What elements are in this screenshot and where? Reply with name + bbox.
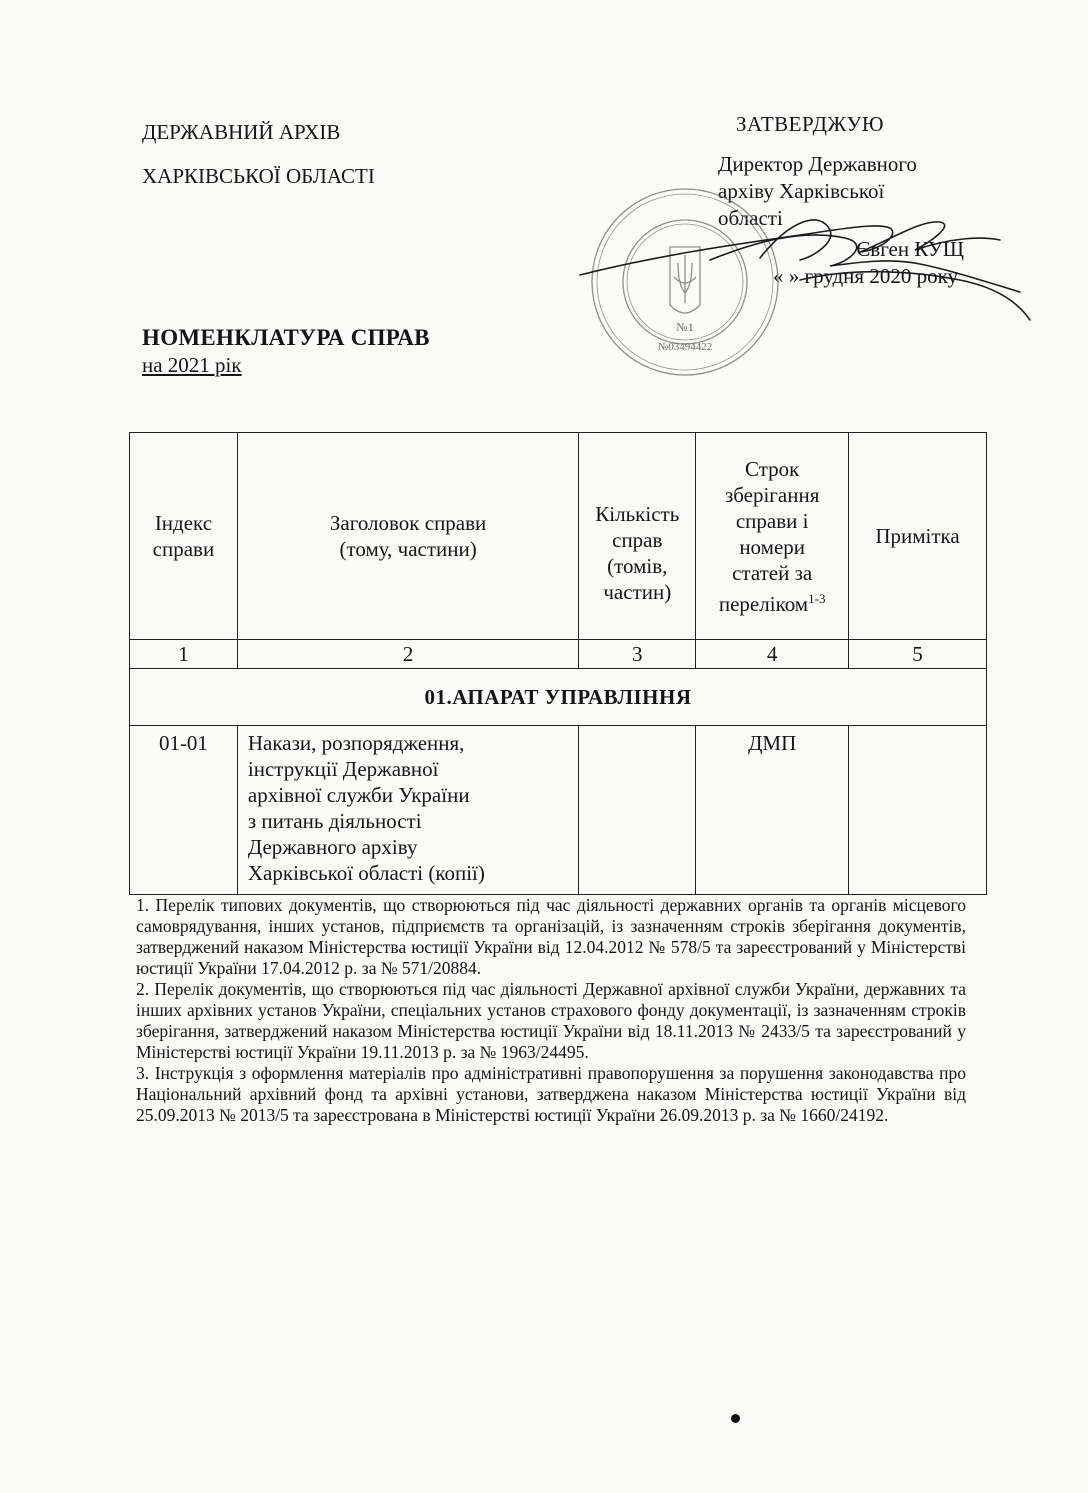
organization-name [142,110,375,198]
case-index: 01-01 [130,726,238,895]
case-title-line: архівної служби України [247,783,470,807]
approval-heading: ЗАТВЕРДЖУЮ [736,112,884,136]
column-number: 5 [849,640,987,669]
stamp-code: №03494422 [657,341,713,353]
footnote-1: 1. Перелік типових документів, що створюються під час діяльності державних органів та органів місцевого самоврядування, інших установ, підприємств та організацій, із зазначенням строків зберігання документів, затверджений наказом Міністерства юстиції України від 12.04.2012 № 578/5 та зареєстрований у Міністерстві юстиції України 17.04.2012 р. за № 571/20884. [136,895,966,978]
column-number: 4 [696,640,849,669]
case-retention-term: ДМП [696,726,849,895]
header-term-line: номери [739,534,805,559]
column-number: 1 [130,640,238,669]
header-term-line: Строк [744,456,800,481]
header-term-line [700,586,844,617]
header-term-line: статей за [732,560,813,585]
footnotes [136,895,966,1126]
organization-line-2: ХАРКІВСЬКОЇ ОБЛАСТІ [142,164,375,188]
case-count [579,726,696,895]
approval-date: « » грудня 2020 року [772,264,958,288]
table-header-row [130,433,987,640]
header-index-line: справи [152,537,215,561]
header-index-line: Індекс [154,511,213,535]
document-title: НОМЕНКЛАТУРА СПРАВ [142,325,430,350]
header-retention-term [696,433,849,640]
nomenclature-table [129,432,987,895]
case-title [237,726,578,895]
table-row [130,726,987,895]
column-number: 3 [579,640,696,669]
ink-dot [731,1414,740,1423]
case-title-line: Харківської області (копії) [247,861,485,885]
header-index [130,433,238,640]
approver-name: Євген КУЩ [856,237,964,261]
case-title-line: Державного архіву [247,835,418,859]
header-count-line: справ [612,528,663,552]
case-title-line: Накази, розпорядження, [247,731,465,755]
section-row [130,669,987,726]
stamp-number: №1 [676,320,694,334]
header-count [579,433,696,640]
header-title-line: (тому, частини) [339,537,477,561]
header-title [237,433,578,640]
header-term-text: переліком [718,591,809,616]
approver-position-line-1: Директор Державного [718,152,917,176]
document-year: на 2021 рік [142,353,242,377]
case-title-line: інструкції Державної [247,757,439,781]
organization-line-1: ДЕРЖАВНИЙ АРХІВ [142,120,341,144]
header-count-line: Кількість [595,502,680,526]
header-title-line: Заголовок справи [329,511,487,535]
case-title-line: з питань діяльності [247,809,422,833]
approver-position-line-3: області [718,206,783,230]
approver-position-line-2: архіву Харківської [718,179,885,203]
column-number-row [130,640,987,669]
case-note [849,726,987,895]
footnote-3: 3. Інструкція з оформлення матеріалів про адміністративні правопорушення за порушення законодавства про Національний архівний фонд та архівні установи, затверджена наказом Міністерства юстиції України від 25.09.2013 № 2013/5 та зареєстрована в Міністерстві юстиції України 26.09.2013 р. за № 1660/24192. [136,1063,966,1125]
footnote-2: 2. Перелік документів, що створюються під час діяльності Державної архівної служби України, державних та інших архівних установ України, спеціальних установ страхового фонду документації, із зазначенням строків зберігання, затверджений наказом Міністерства юстиції України від 18.11.2013 № 2433/5 та зареєстрований у Міністерстві юстиції України 19.11.2013 р. за № 1963/24495. [136,979,966,1062]
header-count-line: частин) [603,580,672,604]
column-number: 2 [237,640,578,669]
header-term-line: зберігання [724,482,820,507]
header-note: Примітка [849,433,987,640]
header-count-line: (томів, [607,554,668,578]
header-term-line: справи і [735,508,809,533]
handwritten-signature [560,180,1040,340]
header-term-superscript: 1-3 [808,590,826,606]
section-heading: 01.АПАРАТ УПРАВЛІННЯ [130,669,987,726]
